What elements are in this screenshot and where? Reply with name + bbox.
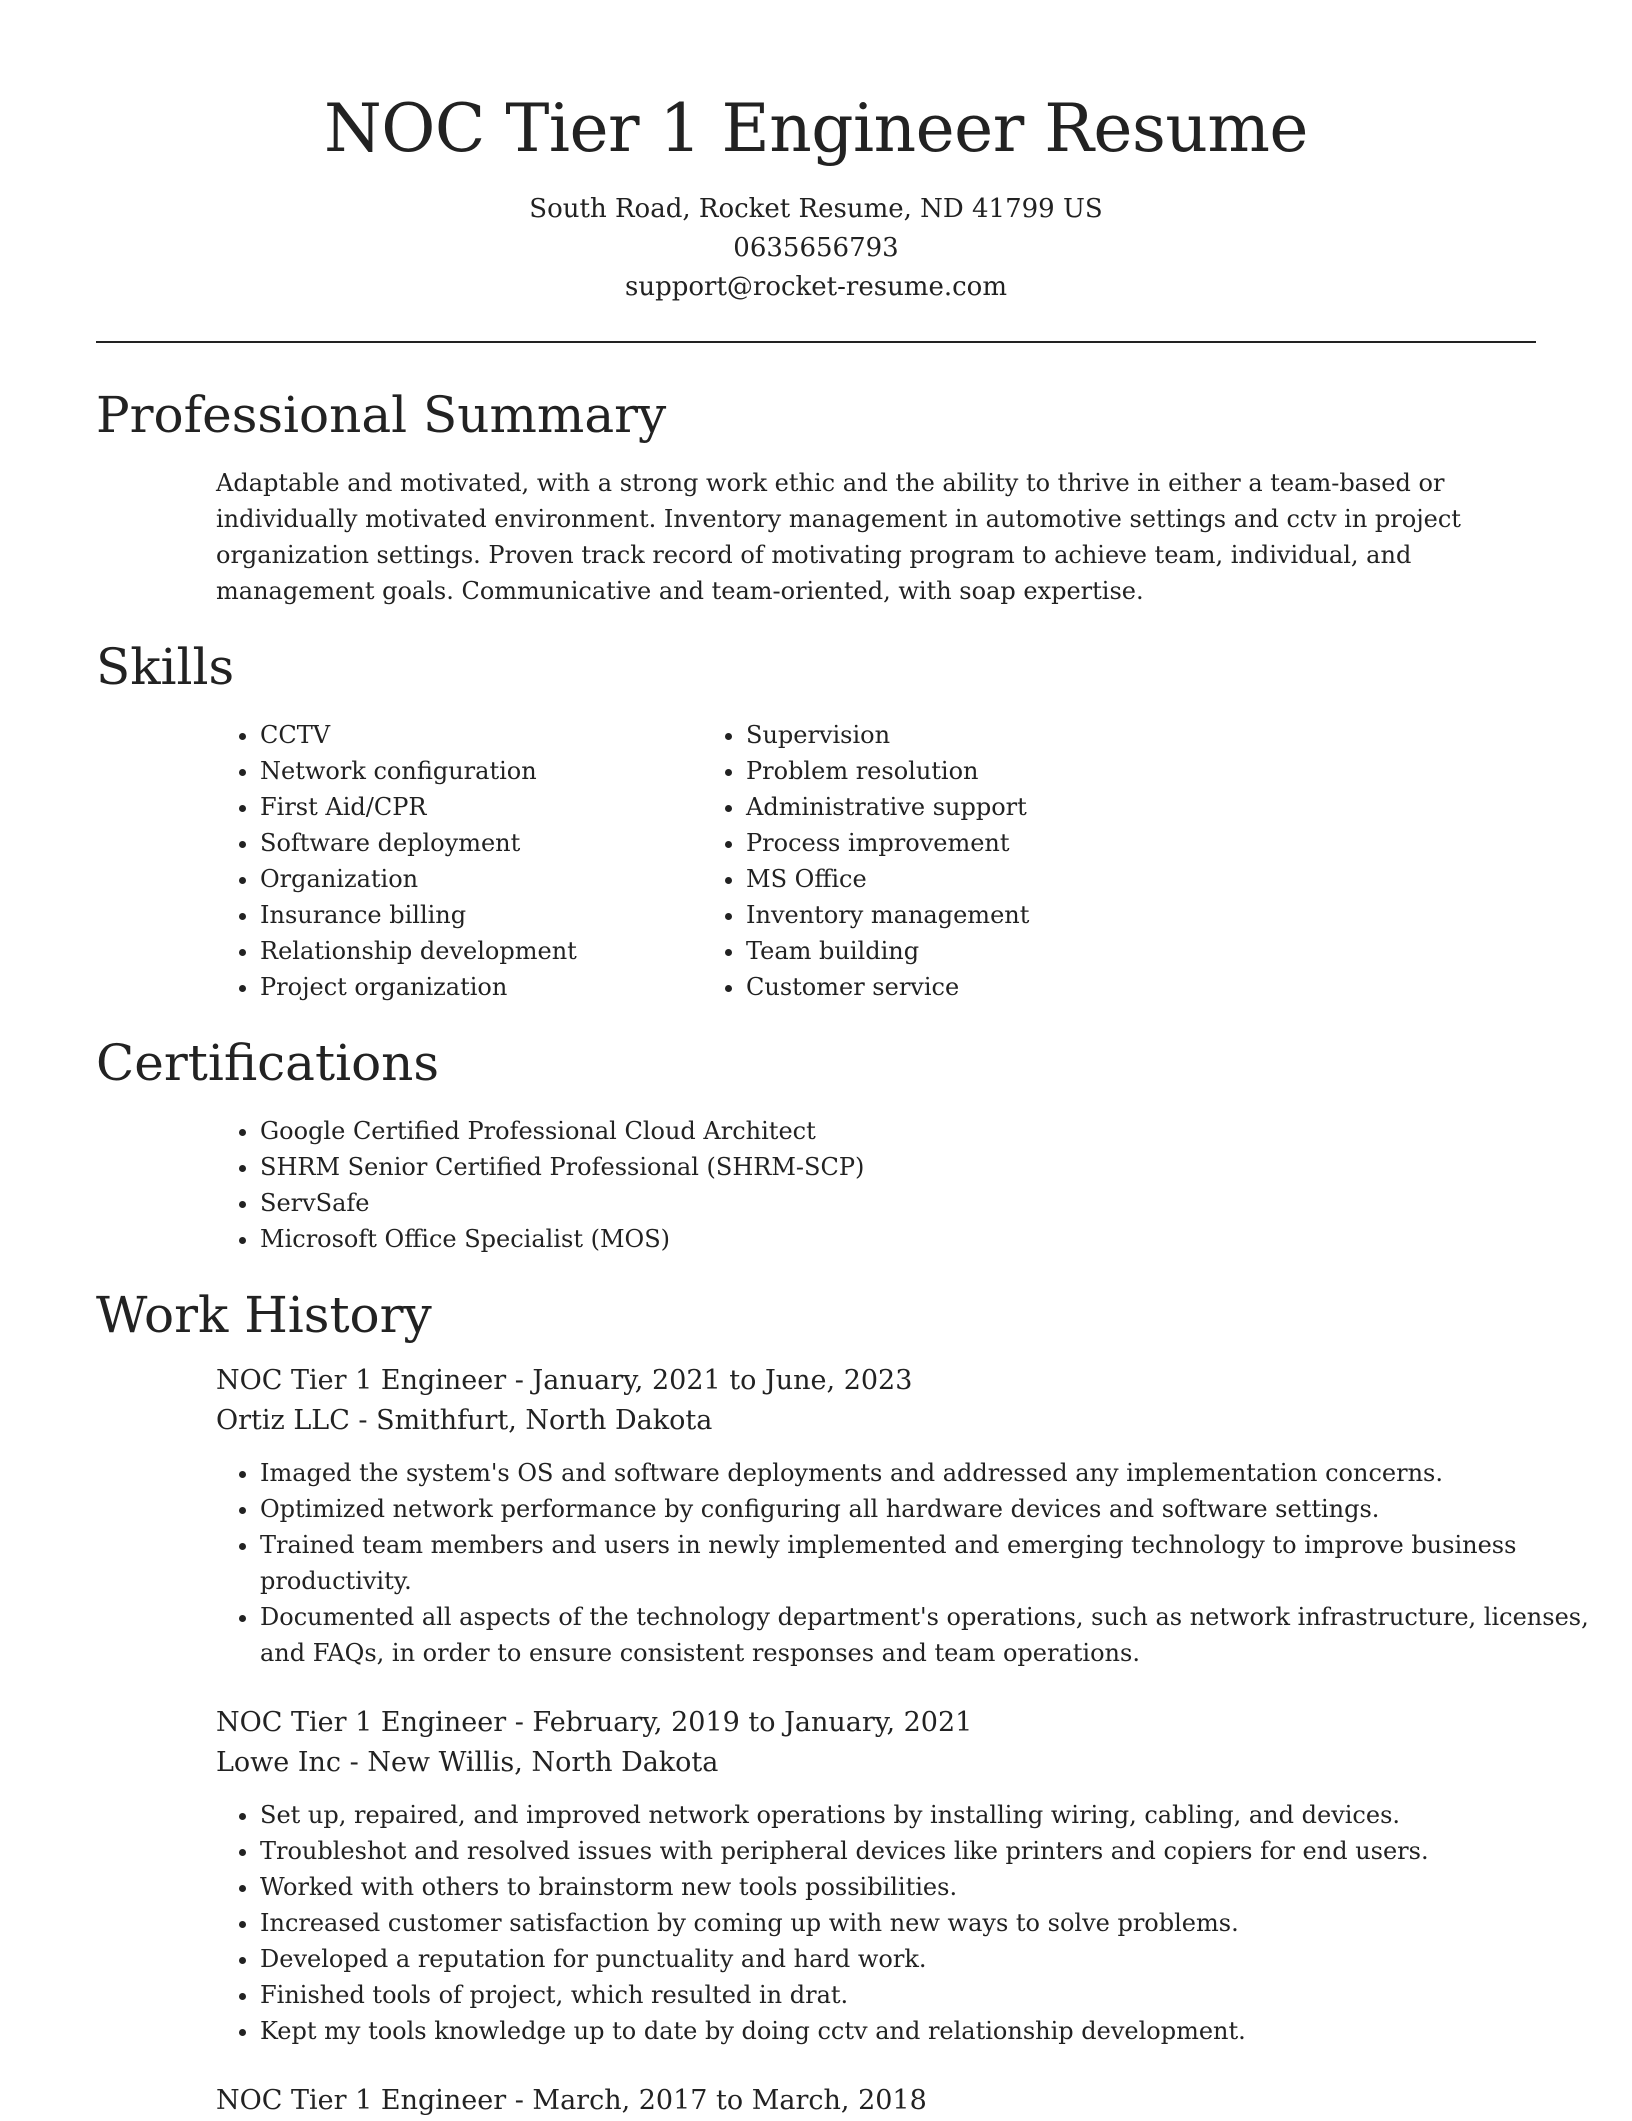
- email: support@rocket-resume.com: [624, 272, 1007, 302]
- skill-item: • Relationship development: [260, 933, 746, 969]
- skill-item: • MS Office: [746, 861, 1029, 897]
- job-role-line: NOC Tier 1 Engineer - March, 2017 to March, 2018: [216, 2085, 927, 2116]
- certification-item: • SHRM Senior Certified Professional (SHRM-SCP): [260, 1149, 1536, 1185]
- skill-item: • Supervision: [746, 717, 1029, 753]
- skill-item: • CCTV: [260, 717, 746, 753]
- skill-item: • Administrative support: [746, 789, 1029, 825]
- job-entry: [216, 2081, 1536, 2121]
- header-divider: [96, 341, 1536, 343]
- work-history-heading: Work History: [96, 1286, 432, 1344]
- certification-item: • Google Certified Professional Cloud Architect: [260, 1113, 1536, 1149]
- job-bullets: [216, 1455, 1600, 1671]
- job-bullet: • Set up, repaired, and improved network operations by installing wiring, cabling, and devices.: [260, 1797, 1600, 1833]
- summary-heading: Professional Summary: [96, 386, 667, 444]
- job-bullet: • Trained team members and users in newly implemented and emerging technology to improve business productivity.: [260, 1527, 1600, 1599]
- job-company-line: Lowe Inc - New Willis, North Dakota: [216, 1747, 719, 1778]
- job-bullet: • Kept my tools knowledge up to date by doing cctv and relationship development.: [260, 2013, 1600, 2049]
- skills-heading: Skills: [96, 638, 235, 696]
- skill-item: • Insurance billing: [260, 897, 746, 933]
- skill-item: • Customer service: [746, 969, 1029, 1005]
- job-role-line: NOC Tier 1 Engineer - February, 2019 to January, 2021: [216, 1707, 973, 1738]
- job-bullet: • Troubleshot and resolved issues with peripheral devices like printers and copiers for end users.: [260, 1833, 1600, 1869]
- summary-text: Adaptable and motivated, with a strong work ethic and the ability to thrive in either a team-based or individually motivated environment. Inventory management in automotive settings and cctv in project organization settings. Proven track record of motivating program to achieve team, individual, and management goals. Communicative and team-oriented, with soap expertise.: [216, 469, 1461, 605]
- phone: 0635656793: [733, 233, 899, 263]
- skill-item: • First Aid/CPR: [260, 789, 746, 825]
- skills-column-1: [96, 717, 746, 1005]
- certifications-list: [96, 1113, 1536, 1257]
- skill-item: • Network configuration: [260, 753, 746, 789]
- skill-item: • Project organization: [260, 969, 746, 1005]
- certification-item: • Microsoft Office Specialist (MOS): [260, 1221, 1536, 1257]
- job-bullet: • Increased customer satisfaction by coming up with new ways to solve problems.: [260, 1905, 1600, 1941]
- job-bullet: • Documented all aspects of the technology department's operations, such as network infrastructure, licenses, and FAQs, in order to ensure consistent responses and team operations.: [260, 1599, 1600, 1671]
- job-bullet: • Finished tools of project, which resulted in drat.: [260, 1977, 1600, 2013]
- job-role-line: NOC Tier 1 Engineer - January, 2021 to June, 2023: [216, 1365, 913, 1396]
- skill-item: • Team building: [746, 933, 1029, 969]
- contact-block: [96, 190, 1536, 307]
- skill-item: • Process improvement: [746, 825, 1029, 861]
- certifications-heading: Certifications: [96, 1034, 440, 1092]
- skill-item: • Problem resolution: [746, 753, 1029, 789]
- address: South Road, Rocket Resume, ND 41799 US: [529, 194, 1103, 224]
- certification-item: • ServSafe: [260, 1185, 1536, 1221]
- skills-list-2: [746, 717, 1029, 1005]
- skills-columns: [96, 717, 1536, 1005]
- job-bullet: • Developed a reputation for punctuality and hard work.: [260, 1941, 1600, 1977]
- skill-item: • Inventory management: [746, 897, 1029, 933]
- job-bullets: [216, 1797, 1600, 2049]
- skills-column-2: [746, 717, 1029, 1005]
- job-bullet: • Worked with others to brainstorm new tools possibilities.: [260, 1869, 1600, 1905]
- resume-title: NOC Tier 1 Engineer Resume: [324, 90, 1308, 167]
- job-bullet: • Optimized network performance by configuring all hardware devices and software settings.: [260, 1491, 1600, 1527]
- job-entry: [216, 1361, 1589, 1671]
- skills-list-1: [96, 717, 746, 1005]
- skill-item: • Organization: [260, 861, 746, 897]
- job-entry: [216, 1703, 1536, 2049]
- job-bullet: • Imaged the system's OS and software deployments and addressed any implementation concerns.: [260, 1455, 1600, 1491]
- job-company-line: Ortiz LLC - Smithfurt, North Dakota: [216, 1405, 713, 1436]
- resume-header: [96, 0, 1536, 307]
- skill-item: • Software deployment: [260, 825, 746, 861]
